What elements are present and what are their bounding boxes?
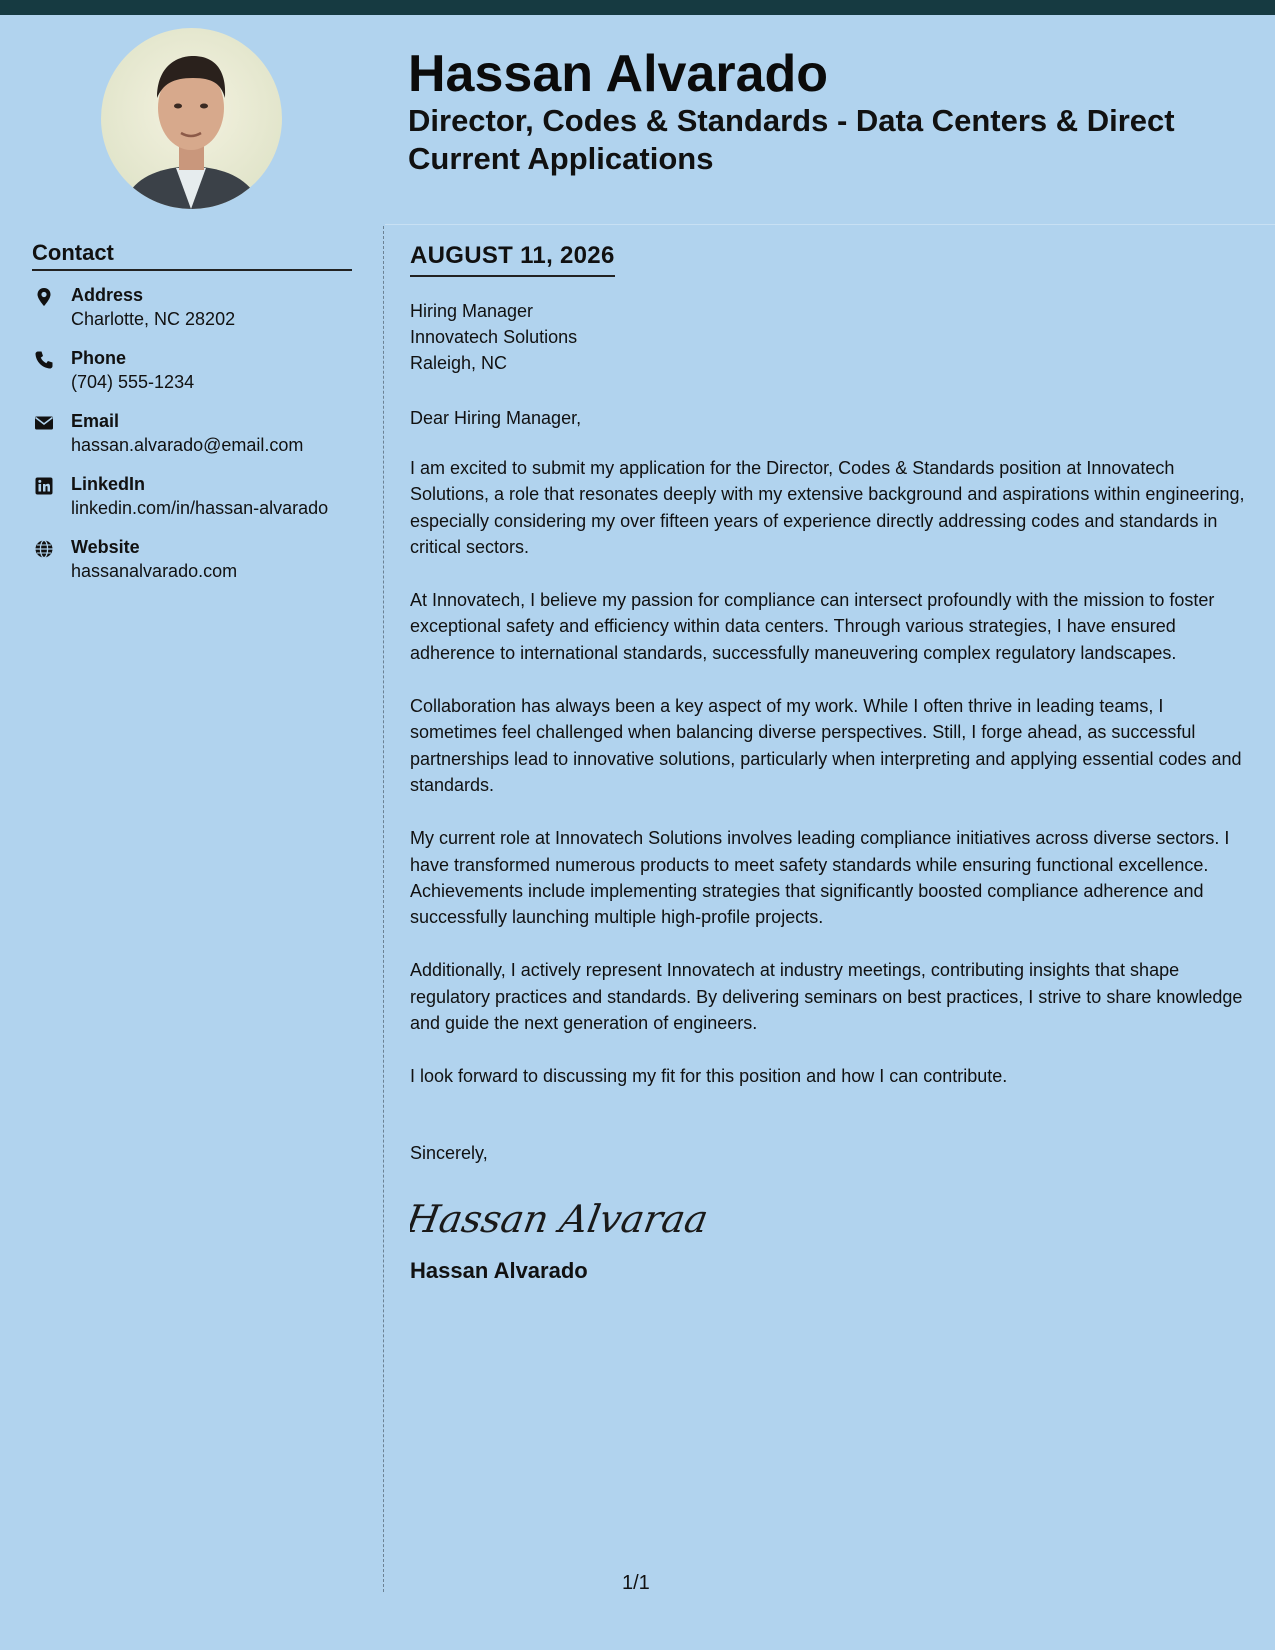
phone-value: (704) 555-1234 — [71, 372, 195, 392]
closing: Sincerely, — [410, 1142, 488, 1163]
letter-body — [410, 240, 1250, 1286]
column-divider — [383, 226, 384, 1592]
email-value[interactable]: hassan.alvarado@email.com — [71, 435, 304, 455]
address-value: Charlotte, NC 28202 — [71, 309, 236, 329]
recipient-line: Hiring Manager — [410, 301, 534, 321]
contact-list — [32, 283, 352, 598]
body-paragraph: My current role at Innovatech Solutions involves leading compliance initiatives across diverse sectors. I have transformed numerous products to meet safety standards while ensuring functional excellence. Achievements include implementing strategies that significantly boosted compliance adherence and successfully launching multiple high-profile projects. — [410, 828, 1230, 928]
salutation: Dear Hiring Manager, — [410, 408, 582, 428]
phone-icon — [34, 350, 54, 370]
header-divider — [385, 224, 1275, 225]
body-paragraph: I am excited to submit my application for the Director, Codes & Standards position at Innovatech Solutions, a role that resonates deeply with my extensive background and aspirations within engineering, especially considering my over fifteen years of experience directly addressing codes and standards in critical sectors. — [410, 458, 1245, 557]
candidate-name: Hassan Alvarado — [408, 45, 829, 103]
recipient-block — [410, 298, 1250, 376]
contact-label: LinkedIn — [71, 474, 146, 494]
recipient-line: Raleigh, NC — [410, 353, 508, 373]
globe-icon — [34, 539, 54, 559]
contact-item-phone — [32, 346, 352, 409]
contact-item-email — [32, 409, 352, 472]
contact-item-address — [32, 283, 352, 346]
website-value[interactable]: hassanalvarado.com — [71, 561, 238, 581]
contact-label: Email — [71, 411, 120, 431]
page-number: 1/1 — [622, 1572, 650, 1594]
contact-item-website — [32, 535, 352, 598]
job-title: Director, Codes & Standards - Data Centers & Direct Current Applications — [408, 103, 1175, 176]
signer-name: Hassan Alvarado — [410, 1257, 588, 1283]
profile-photo — [101, 28, 282, 209]
contact-label: Phone — [71, 348, 127, 368]
body-paragraph: Additionally, I actively represent Innovatech at industry meetings, contributing insights that shape regulatory practices and standards. By delivering seminars on best practices, I strive to share knowledge and guide the next generation of engineers. — [410, 960, 1243, 1034]
recipient-line: Innovatech Solutions — [410, 327, 578, 347]
contact-item-linkedin — [32, 472, 352, 535]
linkedin-value[interactable]: linkedin.com/in/hassan-alvarado — [71, 498, 329, 518]
contact-label: Website — [71, 537, 140, 557]
body-paragraph: At Innovatech, I believe my passion for compliance can intersect profoundly with the mission to foster exceptional safety and efficiency within data centers. Through various strategies, I have ensured adherence to international standards, successfully maneuvering complex regulatory landscapes. — [410, 590, 1215, 663]
letter-date: AUGUST 11, 2026 — [410, 240, 615, 277]
svg-text:Hassan Alvaraa: Hassan Alvaraa — [410, 1196, 710, 1242]
envelope-icon — [34, 413, 54, 433]
contact-heading: Contact — [32, 238, 352, 271]
body-paragraph: Collaboration has always been a key aspect of my work. While I often thrive in leading teams, I sometimes feel challenged when balancing diverse perspectives. Still, I forge ahead, as successful partnerships lead to innovative solutions, particularly when interpreting and applying essential codes and standards. — [410, 696, 1242, 795]
body-paragraph: I look forward to discussing my fit for this position and how I can contribute. — [410, 1066, 1008, 1087]
handwritten-signature — [410, 1188, 1250, 1248]
linkedin-icon — [34, 476, 54, 496]
map-pin-icon — [34, 287, 54, 307]
contact-sidebar — [32, 238, 352, 598]
top-bar — [0, 0, 1275, 15]
contact-label: Address — [71, 285, 144, 305]
